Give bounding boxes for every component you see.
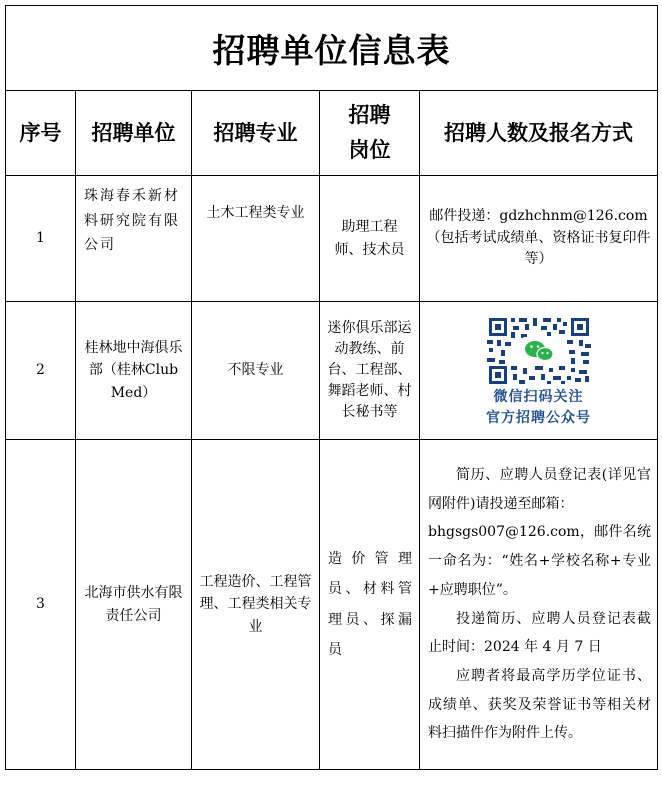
row3-contact-para2: bhgsgs007@126.com，邮件名统一命名为：“姓名+学校名称+专业+应聘职位”。 [428,524,652,598]
recruitment-info-table [5,5,658,770]
row1-major: 土木工程类专业 [192,176,320,302]
row3-contact-para3: 投递简历、应聘人员登记表截止时间：2024 年 4 月 7 日 [428,610,652,656]
row1-seq: 1 [6,176,76,302]
row3-contact-para1: 简历、应聘人员登记表(详见官网附件)请投递至邮箱： [428,467,652,512]
row3-seq: 3 [6,440,76,770]
row2-major: 不限专业 [192,302,320,440]
row1-unit: 珠海春禾新材料研究院有限公司 [76,176,192,302]
row3-major: 工程造价、工程管理、工程类相关专业 [192,440,320,770]
table-row [6,176,658,302]
qr-caption-line1: 微信扫码关注 [493,389,584,406]
header-row [6,91,658,176]
wechat-qr-code-icon[interactable] [483,315,595,387]
row2-position: 迷你俱乐部运动教练、前台、工程部、舞蹈老师、村长秘书等 [320,302,420,440]
header-position [320,91,420,176]
row3-contact-para4: 应聘者将最高学历学位证书、成绩单、获奖及荣誉证书等相关材料扫描件作为附件上传。 [428,667,652,742]
row2-unit: 桂林地中海俱乐部（桂林Club Med） [76,302,192,440]
table-row [6,440,658,770]
row2-seq: 2 [6,302,76,440]
row1-contact: 邮件投递：gdzhchnm@126.com（包括考试成绩单、资格证书复印件等） [420,176,658,302]
row3-position: 造价管理员、材料管理员、探漏员 [320,440,420,770]
qr-code-graphic [483,315,595,387]
header-unit: 招聘单位 [76,91,192,176]
header-major: 招聘专业 [192,91,320,176]
row1-position: 助理工程师、技术员 [320,176,420,302]
header-seq: 序号 [6,91,76,176]
row2-qr-cell [420,302,658,440]
row3-contact [420,440,658,770]
table-row [6,302,658,440]
header-contact: 招聘人数及报名方式 [420,91,658,176]
header-position-text: 招聘岗位 [348,102,391,162]
table-title: 招聘单位信息表 [6,6,658,91]
row3-unit: 北海市供水有限责任公司 [76,440,192,770]
qr-caption-line2: 官方招聘公众号 [486,409,591,426]
